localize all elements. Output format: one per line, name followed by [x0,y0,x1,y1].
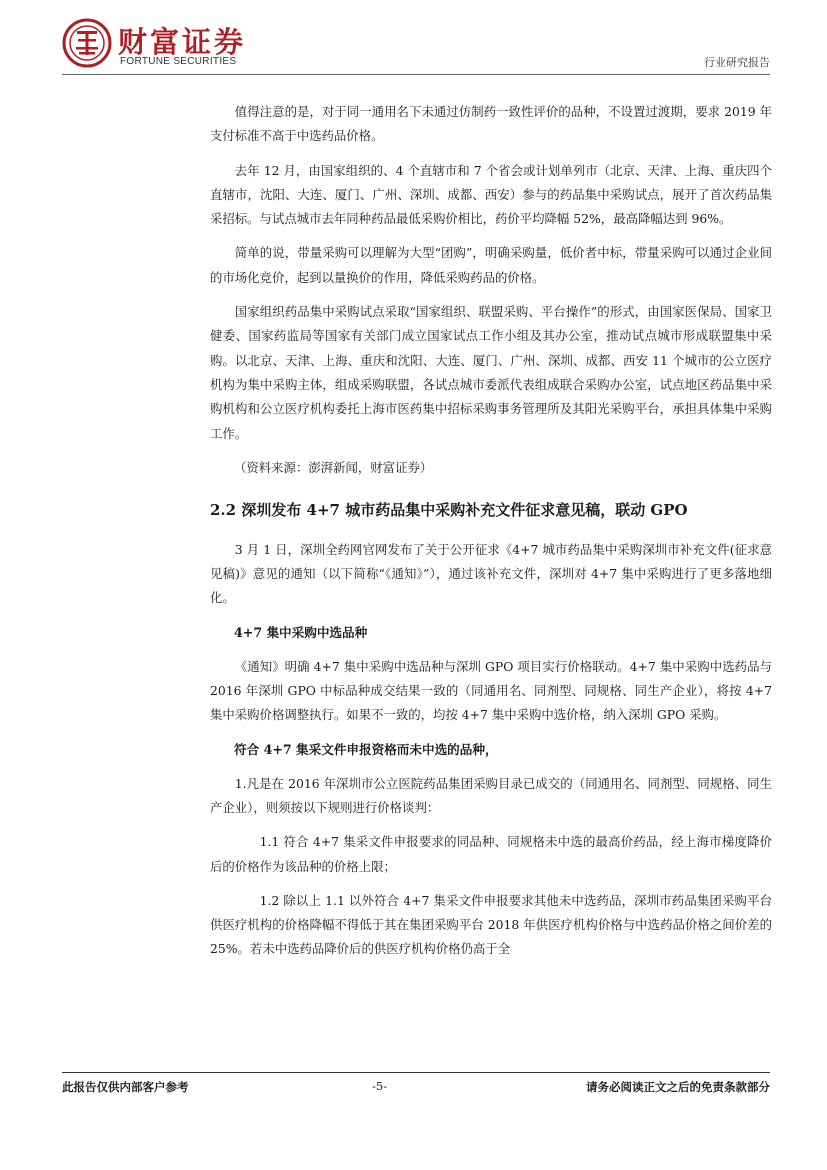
paragraph: 简单的说，带量采购可以理解为大型“团购”，明确采购量，低价者中标，带量采购可以通过企业间的市场化竞价，起到以量换价的作用，降低采购药品的价格。 [210,245,772,285]
source-note: （资料来源：澎湃新闻，财富证券） [234,459,433,475]
subheading-unselected-varieties: 符合 4+7 集采文件申报资格而未中选的品种， [234,741,498,757]
paragraph: 国家组织药品集中采购试点采取“国家组织、联盟采购、平台操作”的形式，由国家医保局、国家卫健委、国家药监局等国家有关部门成立国家试点工作小组及其办公室，推动试点城市形成联盟集中采购。以北京、天津、上海、重庆和沈阳、大连、厦门、广州、深圳、成都、西安 11 个城市的公立医疗机构为集中采购主体，组成采购联盟，各试点城市委派代表组成联合采购办公室，试点地区药品集中采购机构和公立医疗机构委托上海市医药集中招标采购事务管理所及其阳光采购平台，承担具体集中采购工作。 [210,304,772,441]
page-header [62,14,770,76]
subheading-selected-varieties: 4+7 集中采购中选品种 [234,624,368,640]
main-content [210,100,772,972]
section-heading: 2.2 深圳发布 4+7 城市药品集中采购补充文件征求意见稿，联动 GPO [210,500,688,519]
paragraph: 值得注意的是，对于同一通用名下未通过仿制药一致性评价的品种，不设置过渡期，要求 2019 年支付标准不高于中选药品价格。 [210,104,772,144]
section-intro: 3 月 1 日，深圳全药网官网发布了关于公开征求《4+7 城市药品集中采购深圳市补充文件(征求意见稿)》意见的通知（以下简称“《通知》”），通过该补充文件，深圳对 4+7 集中采购进行了更多落地细化。 [210,541,772,606]
footer-divider [62,1072,770,1073]
logo-chinese-name: 财富证券 [118,25,247,59]
company-logo-icon [62,18,112,68]
rule-item-1-2: 1.2 除以上 1.1 以外符合 4+7 集采文件申报要求其他未中选药品，深圳市药品集团采购平台供医疗机构的价格降幅不得低于其在集团采购平台 2018 年供医疗机构价格与中选药品价格之间价差的 25%。若未中选药品降价后的供医疗机构价格仍高于全 [210,892,772,957]
paragraph: 去年 12 月，由国家组织的、4 个直辖市和 7 个省会或计划单列市（北京、天津、上海、重庆四个直辖市，沈阳、大连、厦门、广州、深圳、成都、西安）参与的药品集中采购试点，展开了首次药品集采招标。与试点城市去年同种药品最低采购价相比，药价平均降幅 52%，最高降幅达到 96%。 [210,162,772,227]
rule-item-1: 1.凡是在 2016 年深圳市公立医院药品集团采购目录已成交的（同通用名、同剂型、同规格、同生产企业），则须按以下规则进行价格谈判： [210,775,772,815]
page-number: -5- [372,1079,388,1093]
logo-english-name: FORTUNE SECURITIES [120,56,237,67]
paragraph: 《通知》明确 4+7 集中采购中选品种与深圳 GPO 项目实行价格联动。4+7 集中采购中选药品与 2016 年深圳 GPO 中标品种成交结果一致的（同通用名、同剂型、同规格、同生产企业），将按 4+7 集中采购价格调整执行。如果不一致的，均按 4+7 集中采购中选价格，纳入深圳 GPO 采购。 [210,658,772,723]
header-divider [62,74,770,75]
rule-item-1-1: 1.1 符合 4+7 集采文件申报要求的同品种、同规格未中选的最高价药品，经上海市梯度降价后的价格作为该品种的价格上限； [210,834,772,874]
report-type-label: 行业研究报告 [704,56,770,69]
footer-disclaimer-left: 此报告仅供内部客户参考 [62,1080,189,1094]
footer-disclaimer-right: 请务必阅读正文之后的免责条款部分 [586,1080,770,1094]
